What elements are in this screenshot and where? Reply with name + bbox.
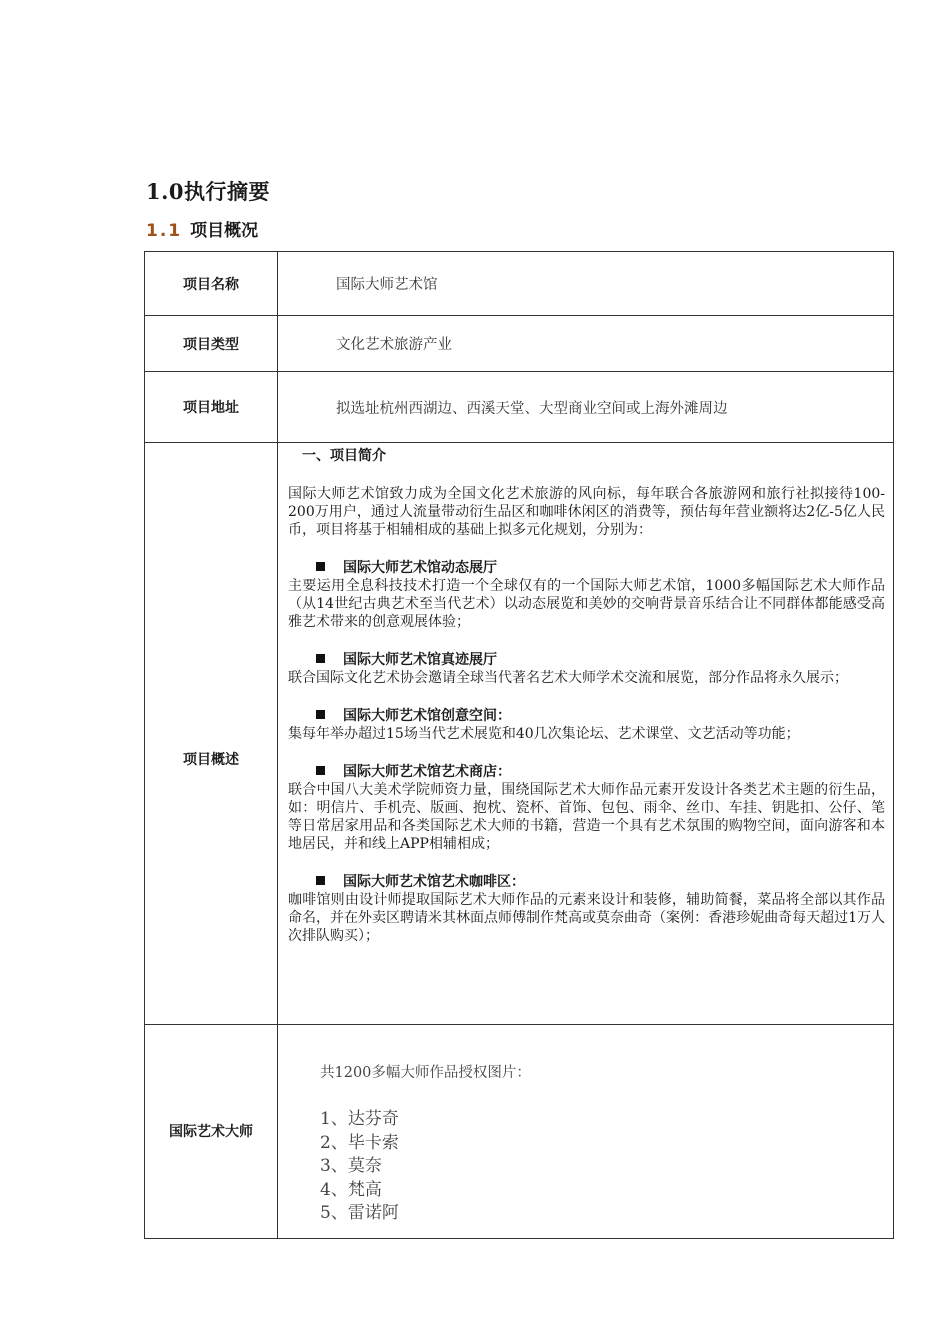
section-text: 集每年举办超过15场当代艺术展览和40几次集论坛、艺术课堂、文艺活动等功能； <box>288 726 800 742</box>
section-title <box>288 763 885 781</box>
list-item: 1、达芬奇 <box>320 1109 399 1129</box>
artists-list <box>320 1108 893 1226</box>
subsection-heading <box>146 216 258 241</box>
subsection-title: 项目概况 <box>190 221 259 241</box>
section-title-text: 国际大师艺术馆艺术商店： <box>343 764 511 780</box>
section-title <box>288 707 885 725</box>
row-label: 项目地址 <box>145 372 278 443</box>
table-row <box>145 316 894 372</box>
row-label: 项目类型 <box>145 316 278 372</box>
table-row <box>145 372 894 443</box>
row-value: 文化艺术旅游产业 <box>278 316 894 372</box>
row-label: 项目概述 <box>145 443 278 1025</box>
section-title-text: 国际大师艺术馆艺术咖啡区： <box>343 874 525 890</box>
square-bullet-icon <box>316 766 325 775</box>
square-bullet-icon <box>316 876 325 885</box>
list-item: 3、莫奈 <box>320 1156 382 1176</box>
overview-content <box>278 443 893 959</box>
section-title-text: 国际大师艺术馆动态展厅 <box>343 560 497 576</box>
artists-intro: 共1200多幅大师作品授权图片： <box>320 1065 531 1081</box>
project-info-table <box>144 251 894 1239</box>
table-row <box>145 443 894 1025</box>
section-text: 主要运用全息科技技术打造一个全球仅有的一个国际大师艺术馆，1000多幅国际艺术大师作品（从14世纪古典艺术至当代艺术）以动态展览和美妙的交响背景音乐结合让不同群体都能感受高雅艺术带来的创意观展体验； <box>288 578 885 630</box>
row-label: 项目名称 <box>145 252 278 316</box>
section-title-text: 国际大师艺术馆真迹展厅 <box>343 652 497 668</box>
section-title <box>288 651 885 669</box>
table-row <box>145 1025 894 1239</box>
section-title-text: 国际大师艺术馆创意空间： <box>343 708 511 724</box>
section-title <box>288 559 885 577</box>
row-value: 国际大师艺术馆 <box>278 252 894 316</box>
artists-content <box>278 1025 893 1238</box>
square-bullet-icon <box>316 654 325 663</box>
section-text: 联合中国八大美术学院师资力量，围绕国际艺术大师作品元素开发设计各类艺术主题的衍生品，如：明信片、手机壳、版画、抱枕、瓷杯、首饰、包包、雨伞、丝巾、车挂、钥匙扣、公仔、笔等日常居家用品和各类国际艺术大师的书籍，营造一个具有艺术氛围的购物空间，面向游客和本地居民，并和线上APP相辅相成； <box>288 782 885 852</box>
section-text: 咖啡馆则由设计师提取国际艺术大师作品的元素来设计和装修，辅助简餐，菜品将全部以其作品命名，并在外卖区聘请米其林面点师傅制作梵高或莫奈曲奇（案例：香港珍妮曲奇每天超过1万人次排队购买）； <box>288 892 885 944</box>
overview-subheading: 一、项目简介 <box>302 448 386 464</box>
row-value: 拟选址杭州西湖边、西溪天堂、大型商业空间或上海外滩周边 <box>278 372 894 443</box>
square-bullet-icon <box>316 562 325 571</box>
list-item: 2、毕卡索 <box>320 1132 399 1153</box>
section-text: 联合国际文化艺术协会邀请全球当代著名艺术大师学术交流和展览，部分作品将永久展示； <box>288 670 848 686</box>
overview-cell <box>278 443 894 1025</box>
table-row <box>145 252 894 316</box>
subsection-number: 1.1 <box>146 221 183 241</box>
overview-intro: 国际大师艺术馆致力成为全国文化艺术旅游的风向标，每年联合各旅游网和旅行社拟接待100-200万用户，通过人流量带动衍生品区和咖啡休闲区的消费等，预估每年营业额将达2亿-5亿人民币，项目将基于相辅相成的基础上拟多元化规划，分别为： <box>288 486 885 538</box>
section-heading: 1.0执行摘要 <box>146 179 271 204</box>
section-title <box>288 873 885 891</box>
square-bullet-icon <box>316 710 325 719</box>
row-label: 国际艺术大师 <box>145 1025 278 1239</box>
artists-cell <box>278 1025 894 1239</box>
list-item: 4、梵高 <box>320 1179 382 1200</box>
list-item: 5、雷诺阿 <box>320 1203 399 1223</box>
